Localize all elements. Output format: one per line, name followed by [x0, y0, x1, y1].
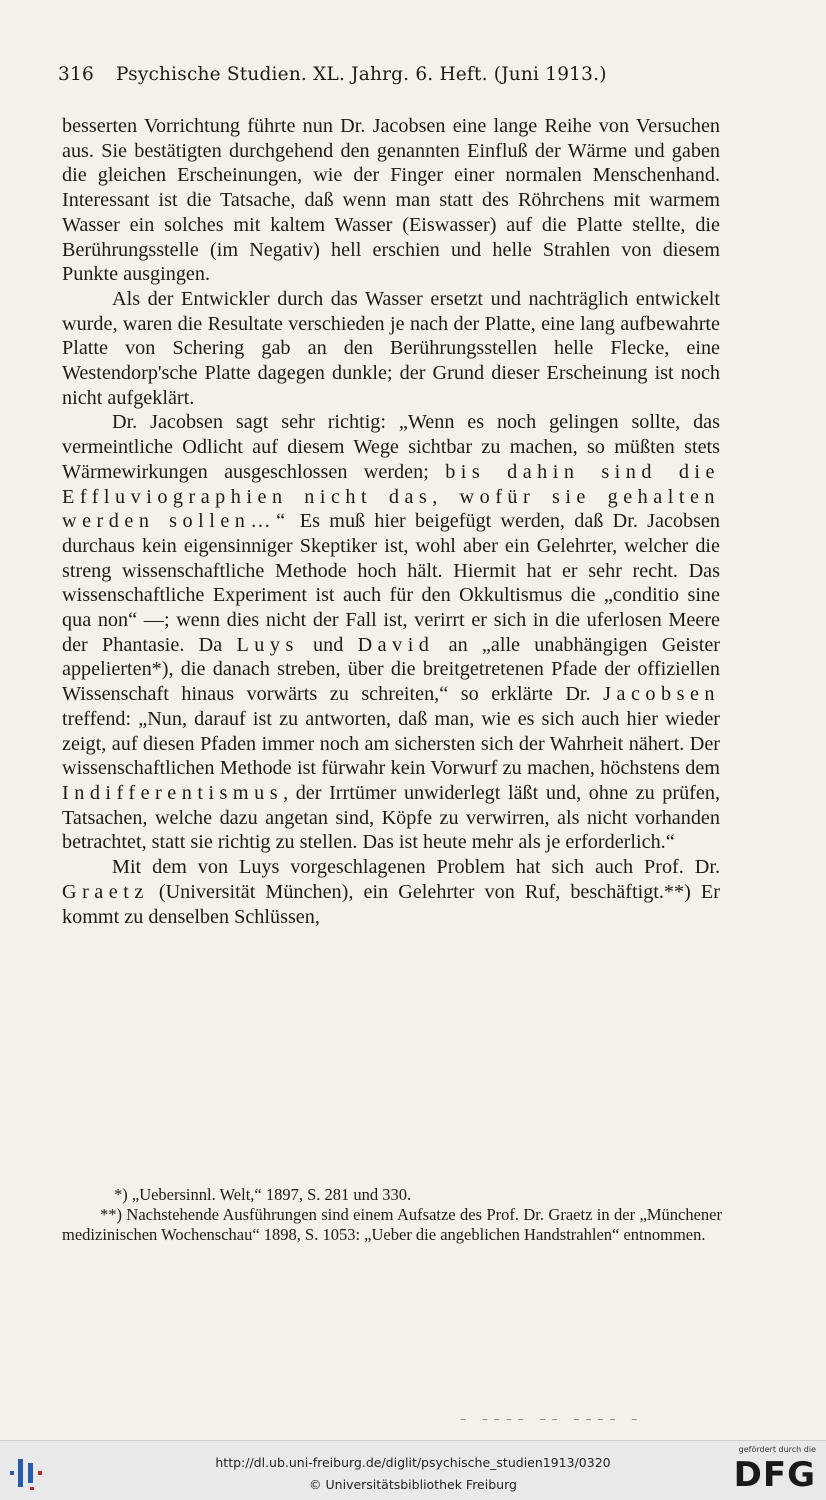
paragraph-3-part: Dr. Jacobsen sagt sehr richtig: „Wenn es noch gelingen sollte, das vermeintliche Odlicht auf diesem Wege sichtbar zu machen, so müßten stets Wärmewirkungen ausgeschlossen werden; — [62, 411, 720, 483]
paragraph-3-part: treffend: „Nun, darauf ist zu antworten, daß man, wie es sich auch hier wieder zeigt, auf diesen Pfaden immer noch am sichersten sich der Wahrheit nähert. Der wissenschaftlichen Methode ist fürwahr kein Vorwurf zu machen, höchstens dem — [62, 707, 720, 780]
copyright-notice: © Universitätsbibliothek Freiburg — [309, 1477, 517, 1492]
paragraph-3-part: , der Irrtümer unwiderlegt läßt und, ohne zu prüfen, Tatsachen, welche dazu angetan sind, Köpfe zu verwirren, als nicht vorhanden betrachtet, statt sie richtig zu stellen. Das ist heute mehr als je erforderlich.“ — [62, 781, 720, 854]
paragraph-3-part: Es muß hier beigefügt werden, daß Dr. Jacobsen durchaus kein eigensinniger Skeptiker ist, wohl aber ein Gelehrter, welcher die streng wissenschaftliche Methode hoch hält. Hiermit hat er sehr recht. Das wissenschaftliche Experiment ist auch für den Okkultismus die „conditio sine qua non“ —; wenn dies nicht der Fall ist, verirrt er sich in die uferlosen Meere der Phantasie. Da — [62, 510, 720, 656]
paragraph-2: Als der Entwickler durch das Wasser ersetzt und nachträglich entwickelt wurde, waren die Resultate verschieden je nach der Platte, eine lang aufbewahrte Platte von Schering gab an den Berührungsstellen helle Flecke, eine Westendorp'sche Platte dagegen dunkle; der Grund dieser Erscheinung ist noch nicht aufgeklärt. — [62, 287, 720, 409]
permalink-url[interactable]: http://dl.ub.uni-freiburg.de/diglit/psychische_studien1913/0320 — [215, 1455, 611, 1470]
spaced-name-luys: Luys — [236, 633, 299, 656]
body-text — [62, 114, 720, 929]
running-header — [58, 64, 718, 85]
sponsor-note: gefördert durch die — [738, 1445, 816, 1454]
paragraph-3-part: an „alle unabhängigen Geister appelierten*), die danach streben, über die breitgetretenen Pfade der offiziellen Wissenschaft hinaus vorwärts zu schreiten,“ so erklärte Dr. — [62, 633, 721, 706]
spaced-name-jacobsen: Jacobsen — [603, 683, 720, 706]
viewer-footer — [0, 1440, 826, 1500]
scan-marks: – –––– –– –––– – — [460, 1412, 644, 1426]
spaced-name-graetz: Graetz — [62, 880, 149, 903]
footnote-1: *) „Uebersinnl. Welt,“ 1897, S. 281 und 330. — [114, 1185, 412, 1204]
paragraph-4-part: Mit dem von Luys vorgeschlagenen Problem hat sich auch Prof. Dr. — [112, 856, 720, 879]
footnote-2: **) Nachstehende Ausführungen sind einem Aufsatze des Prof. Dr. Graetz in der „Münchener medizinischen Wochenschau“ 1898, S. 1053: „Ueber die angeblichen Handstrahlen“ entnommen. — [62, 1205, 722, 1244]
paragraph-1: besserten Vorrichtung führte nun Dr. Jacobsen eine lange Reihe von Versuchen aus. Sie bestätigten durchgehend den genannten Einfluß der Wärme und gaben die gleichen Erscheinungen, wie der Finger einer normalen Menschenhand. Interessant ist die Tatsache, daß wenn man statt des Röhrchens mit warmem Wasser ein solches mit kaltem Wasser (Eiswasser) auf die Platte stellte, die Berührungsstelle (im Negativ) hell erschien und helle Strahlen von diesem Punkte ausgingen. — [62, 115, 720, 286]
footnotes — [62, 1185, 722, 1245]
spaced-quote: bis dahin sind die Effluviographien nicht das, wofür sie gehalten werden sollen…“ — [62, 460, 720, 533]
paragraph-3 — [62, 410, 720, 855]
spaced-word-indifferentismus: Indifferentismus — [62, 781, 284, 804]
spaced-name-david: David — [357, 633, 435, 656]
paragraph-4-part: (Universität München), ein Gelehrter von Ruf, beschäftigt.**) Er kommt zu denselben Schlüssen, — [62, 880, 720, 928]
paragraph-4 — [62, 855, 720, 929]
dfg-logo: DFG — [733, 1455, 816, 1495]
paragraph-3-part: und — [298, 633, 358, 656]
running-title: Psychische Studien. XL. Jahrg. 6. Heft. (Juni 1913.) — [116, 64, 607, 85]
page-number: 316 — [58, 64, 94, 85]
